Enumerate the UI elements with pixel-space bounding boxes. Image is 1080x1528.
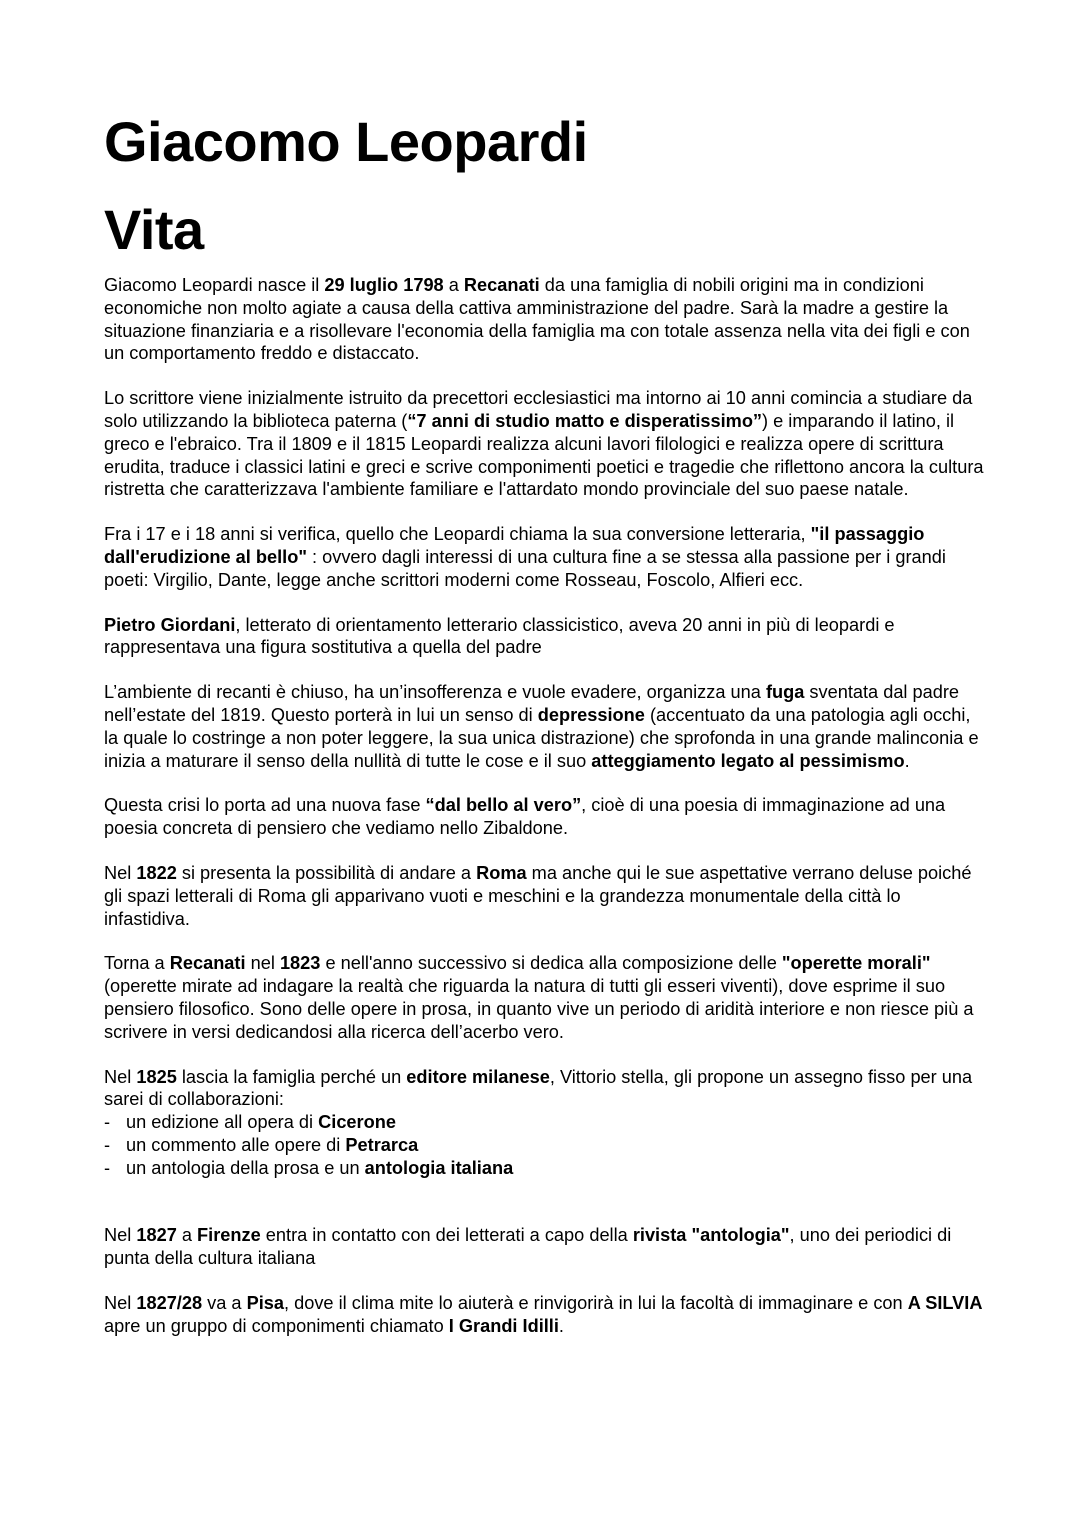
text-run: un antologia della prosa e un: [126, 1158, 365, 1179]
text-run: lascia la famiglia perché un: [176, 1066, 407, 1087]
text-run: Giacomo Leopardi nasce il: [104, 275, 325, 295]
paragraph-conversion: [104, 523, 984, 591]
bold-text-run: Firenze: [197, 1225, 261, 1246]
list-item-text: [126, 1112, 396, 1132]
text-run: un edizione all opera di: [126, 1112, 319, 1133]
text-run: Nel: [104, 1292, 137, 1313]
bold-text-run: “7 anni di studio matto e disperatissimo”: [407, 410, 763, 431]
list-dash-marker: -: [104, 1158, 111, 1179]
list-dash-marker: -: [104, 1112, 111, 1133]
text-run: (operette mirate ad indagare la realtà che riguarda la natura di tutti gli esseri viventi), dove esprime il suo pensiero filosofico. Sono delle opere in prosa, in quanto vive un periodo di aridità interiore e non riesce più a scrivere in versi dedicandosi alla ricerca dell’acerbo vero.: [104, 976, 974, 1042]
text-run: Questa crisi lo porta ad una nuova fase: [104, 795, 426, 816]
bold-text-run: 1827/28: [136, 1292, 203, 1313]
text-run: apre un gruppo di componimenti chiamato: [104, 1315, 449, 1336]
text-run: ) e imparando il latino, il greco e l'ebraico. Tra il 1809 e il 1815 Leopardi realizza alcuni lavori filologici e realizza opere di scrittura erudita, traduce i classici latini e greci e scrive componimenti poetici e tragedie che riflettono ancora la cultura ristretta che caratterizzava l'ambiente familiare e l'attardato mondo provinciale del suo paese natale.: [104, 410, 984, 500]
text-run: si presenta la possibilità di andare a: [176, 862, 477, 883]
text-run: Nel: [104, 1225, 137, 1246]
bold-text-run: 1827: [136, 1225, 177, 1246]
list-item-text: [126, 1158, 513, 1178]
list-item-text: [126, 1135, 418, 1155]
text-run: entra in contatto con dei letterati a capo della: [260, 1225, 633, 1246]
bold-text-run: Cicerone: [318, 1112, 396, 1133]
text-run: Fra i 17 e i 18 anni si verifica, quello che Leopardi chiama la sua conversione letteraria,: [104, 524, 811, 545]
bold-text-run: rivista "antologia": [632, 1225, 790, 1246]
text-run: , uno dei periodici di punta della cultura italiana: [104, 1225, 952, 1268]
text-run: (accentuato da una patologia agli occhi, la quale lo costringe a non poter leggere, la sua unica distrazione) che sprofonda in una grande malinconia e inizia a maturare il senso della nullità di tutte le cose e il suo: [104, 704, 979, 771]
bold-text-run: 1823: [279, 953, 321, 974]
paragraph-recanati-escape: [104, 681, 984, 772]
text-run: .: [558, 1315, 564, 1336]
bold-text-run: fuga: [765, 682, 805, 703]
paragraph-florence: [104, 1224, 984, 1270]
text-run: e nell'anno successivo si dedica alla composizione delle: [320, 953, 782, 974]
paragraph-giordani: [104, 614, 984, 660]
section-heading-vita: Vita: [104, 198, 204, 261]
text-run: sventata dal padre nell’estate del 1819. Questo porterà in lui un senso di: [104, 682, 960, 725]
bold-text-run: atteggiamento legato al pessimismo: [591, 750, 905, 771]
bold-text-run: antologia italiana: [364, 1158, 514, 1179]
list-item: [104, 1111, 984, 1134]
bold-text-run: Recanati: [169, 953, 246, 974]
bold-text-run: Roma: [476, 862, 527, 883]
text-run: .: [904, 750, 910, 771]
document-page: [104, 104, 984, 1337]
paragraph-education: [104, 387, 984, 501]
paragraph-operette-morali: [104, 952, 984, 1043]
bold-text-run: I Grandi Idilli: [448, 1315, 559, 1336]
paragraph-birth: [104, 274, 984, 365]
text-run: un commento alle opere di: [126, 1135, 346, 1156]
paragraph-rome: [104, 862, 984, 930]
bold-text-run: editore milanese: [406, 1066, 550, 1087]
text-run: , Vittorio stella, gli propone un assegno fisso per una sarei di collaborazioni:: [104, 1066, 973, 1110]
text-run: a: [176, 1225, 198, 1246]
bold-text-run: depressione: [537, 704, 645, 725]
bold-text-run: Petrarca: [345, 1135, 419, 1156]
text-run: nel: [245, 953, 280, 974]
collaborations-list: [104, 1111, 984, 1180]
list-item: [104, 1157, 984, 1180]
paragraph-crisis: [104, 794, 984, 840]
text-run: , cioè di una poesia di immaginazione ad una poesia concreta di pensiero che vediamo nello Zibaldone.: [104, 795, 946, 839]
paragraph-pisa: [104, 1292, 984, 1338]
text-run: ma anche qui le sue aspettative verrano deluse poiché gli spazi letterali di Roma gli apparivano vuoti e meschini e la grandezza monumentale della città lo infastidiva.: [104, 862, 972, 929]
bold-text-run: Pietro Giordani: [104, 614, 236, 635]
bold-text-run: “dal bello al vero”: [425, 795, 582, 816]
bold-text-run: 1822: [136, 862, 177, 883]
text-run: L’ambiente di recanti è chiuso, ha un’insofferenza e vuole evadere, organizza una: [104, 682, 766, 703]
text-run: va a: [202, 1292, 247, 1313]
text-run: Torna a: [104, 953, 170, 974]
text-run: , dove il clima mite lo aiuterà e rinvigorirà in lui la facoltà di immaginare e con: [284, 1292, 908, 1313]
text-run: , letterato di orientamento letterario classicistico, aveva 20 anni in più di leopardi e rappresentava una figura sostitutiva a quella del padre: [104, 614, 895, 658]
bold-text-run: "il passaggio dall'erudizione al bello": [104, 524, 925, 567]
text-run: : ovvero dagli interessi di una cultura fine a se stessa alla passione per i grandi poeti: Virgilio, Dante, legge anche scrittori moderni come Rosseau, Foscolo, Alfieri ecc.: [104, 546, 946, 590]
paragraph-milan-editor: [104, 1066, 984, 1112]
bold-text-run: Pisa: [246, 1292, 284, 1313]
bold-text-run: Recanati: [463, 275, 540, 295]
bold-text-run: "operette morali": [781, 953, 931, 974]
text-run: a: [443, 275, 464, 295]
text-run: Lo scrittore viene inizialmente istruito da precettori ecclesiastici ma intorno ai 10 anni comincia a studiare da solo utilizzando la biblioteca paterna (: [104, 388, 973, 431]
text-run: Nel: [104, 862, 137, 883]
document-title: Giacomo Leopardi: [104, 110, 588, 173]
list-dash-marker: -: [104, 1135, 111, 1156]
bold-text-run: 29 luglio 1798: [324, 275, 444, 295]
bold-text-run: 1825: [136, 1066, 177, 1087]
text-run: da una famiglia di nobili origini ma in condizioni economiche non molto agiate a causa della cattiva amministrazione del padre. Sarà la madre a gestire la situazione finanziaria e a risollevare l'economia della famiglia ma con totale assenza nella vita dei figli e con un comportamento freddo e distaccato.: [104, 275, 970, 364]
list-item: [104, 1134, 984, 1157]
text-run: Nel: [104, 1066, 137, 1087]
bold-text-run: A SILVIA: [907, 1292, 983, 1313]
